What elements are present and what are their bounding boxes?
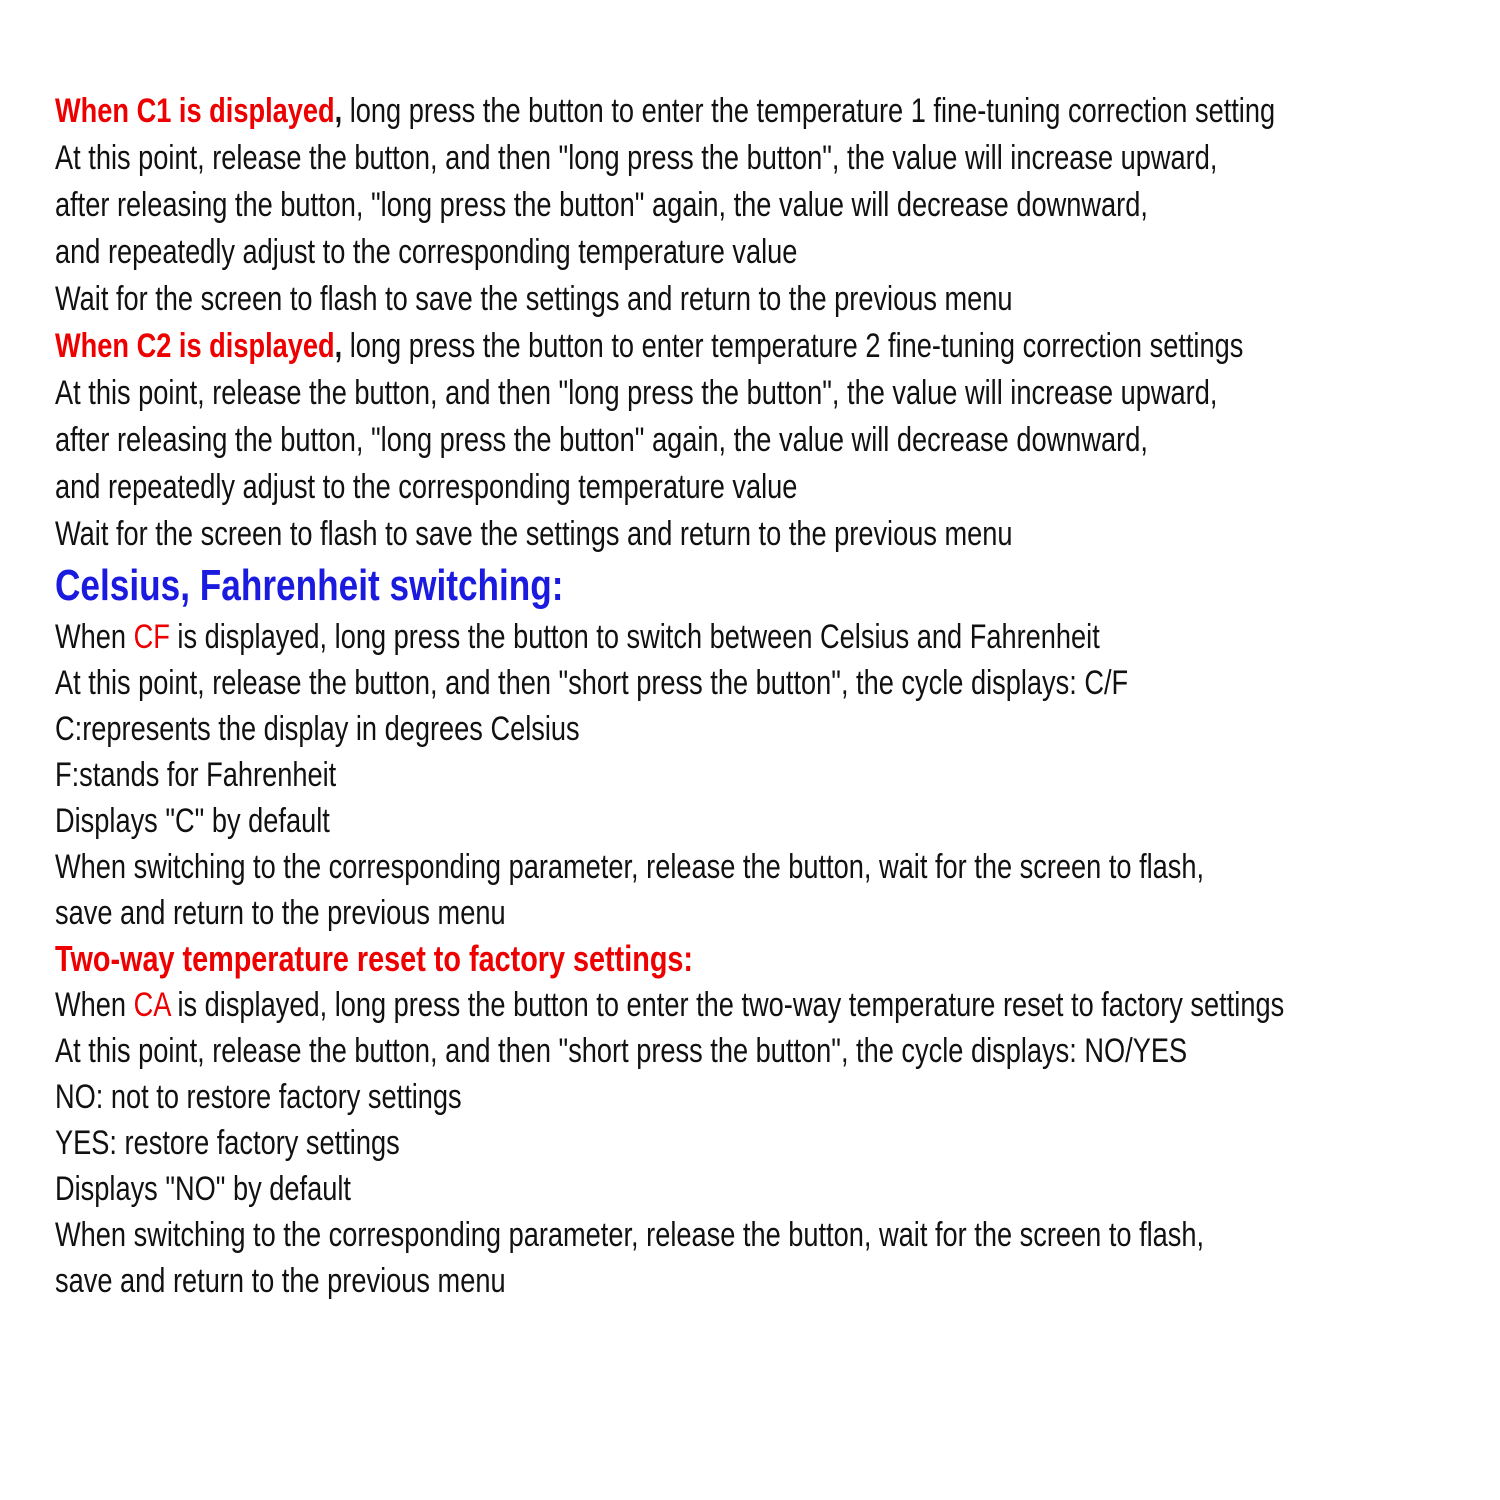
text-segment: When switching to the corresponding parameter, release the button, wait for the screen to flash, — [55, 1216, 1205, 1254]
text-segment: Wait for the screen to flash to save the settings and return to the previous menu — [55, 280, 1013, 318]
text-line — [55, 982, 1495, 1028]
text-segment: is displayed, long press the button to switch between Celsius and Fahrenheit — [169, 618, 1100, 656]
instructions-page — [55, 88, 1495, 1304]
text-segment: and repeatedly adjust to the corresponding temperature value — [55, 468, 798, 506]
text-segment: At this point, release the button, and then "short press the button", the cycle displays: C/F — [55, 664, 1129, 702]
text-segment: At this point, release the button, and then "long press the button", the value will increase upward, — [55, 139, 1218, 177]
text-segment: save and return to the previous menu — [55, 894, 506, 932]
text-line — [55, 1120, 1495, 1166]
emphasis-red-bold: When C1 is displayed — [55, 92, 335, 130]
text-line — [55, 1212, 1495, 1258]
text-line — [55, 614, 1495, 660]
text-line — [55, 844, 1495, 890]
text-line — [55, 370, 1495, 417]
section-c1-fine-tuning — [55, 88, 1495, 323]
text-segment: long press the button to enter temperature 2 fine-tuning correction settings — [342, 327, 1244, 365]
text-line — [55, 1074, 1495, 1120]
text-line — [55, 890, 1495, 936]
text-segment: When — [55, 986, 134, 1024]
text-line — [55, 417, 1495, 464]
text-segment: after releasing the button, "long press the button" again, the value will decrease downward, — [55, 186, 1148, 224]
code-red: CA — [133, 986, 170, 1024]
text-line — [55, 276, 1495, 323]
text-segment: Displays "NO" by default — [55, 1170, 351, 1208]
text-segment: C:represents the display in degrees Celsius — [55, 710, 580, 748]
section-celsius-fahrenheit-switching — [55, 558, 1495, 936]
text-segment: At this point, release the button, and then "short press the button", the cycle displays: NO/YES — [55, 1032, 1188, 1070]
text-line — [55, 135, 1495, 182]
text-line — [55, 1166, 1495, 1212]
text-segment: is displayed, long press the button to enter the two-way temperature reset to factory settings — [169, 986, 1285, 1024]
text-line — [55, 1258, 1495, 1304]
section-celsius-fahrenheit-switching-heading: Celsius, Fahrenheit switching: — [55, 561, 564, 610]
text-line — [55, 323, 1495, 370]
text-segment: YES: restore factory settings — [55, 1124, 400, 1162]
text-line — [55, 1028, 1495, 1074]
emphasis-bold: , — [334, 92, 343, 130]
text-line — [55, 182, 1495, 229]
section-factory-reset-heading: Two-way temperature reset to factory settings: — [55, 938, 694, 979]
text-segment: Wait for the screen to flash to save the settings and return to the previous menu — [55, 515, 1013, 553]
emphasis-bold: , — [334, 327, 343, 365]
text-line — [55, 464, 1495, 511]
text-line — [55, 752, 1495, 798]
text-segment: F:stands for Fahrenheit — [55, 756, 337, 794]
text-line — [55, 660, 1495, 706]
section-factory-reset — [55, 936, 1495, 1304]
text-segment: and repeatedly adjust to the corresponding temperature value — [55, 233, 798, 271]
text-segment: save and return to the previous menu — [55, 1262, 506, 1300]
text-segment: NO: not to restore factory settings — [55, 1078, 462, 1116]
text-segment: after releasing the button, "long press the button" again, the value will decrease downward, — [55, 421, 1148, 459]
text-line — [55, 511, 1495, 558]
text-line — [55, 88, 1495, 135]
text-segment: When switching to the corresponding parameter, release the button, wait for the screen to flash, — [55, 848, 1205, 886]
code-red: CF — [133, 618, 170, 656]
emphasis-red-bold: When C2 is displayed — [55, 327, 335, 365]
text-line — [55, 798, 1495, 844]
text-line — [55, 706, 1495, 752]
text-segment: long press the button to enter the temperature 1 fine-tuning correction setting — [342, 92, 1276, 130]
text-segment: At this point, release the button, and then "long press the button", the value will increase upward, — [55, 374, 1218, 412]
section-c2-fine-tuning — [55, 323, 1495, 558]
text-segment: Displays "C" by default — [55, 802, 330, 840]
text-line — [55, 229, 1495, 276]
text-segment: When — [55, 618, 134, 656]
